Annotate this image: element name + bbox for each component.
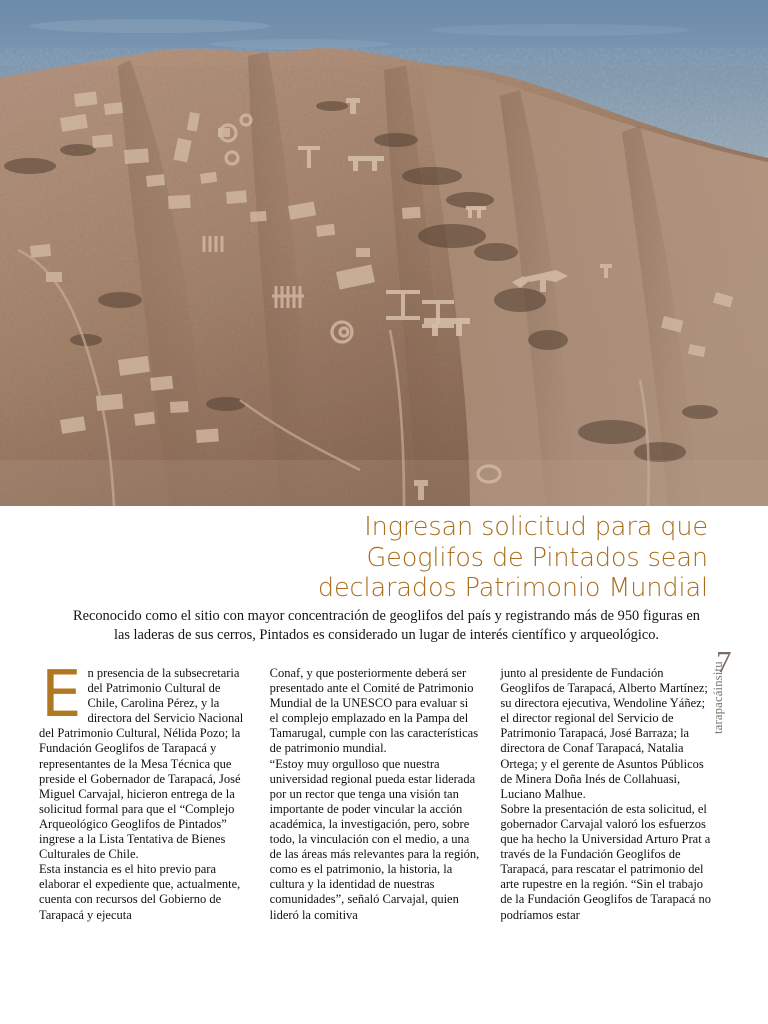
page-number: 7 <box>716 644 732 679</box>
masthead-vertical-label: tarapacáinsitu <box>711 661 725 734</box>
body-column-1-text-a: n presencia de la subsecretaria del Patrimonio Cultural de Chile, Carolina Pérez, y la directora del Servicio Nacional del Patrimonio Cultural, Nélida Pozo; la Fundación Geoglifos de Tarapacá y representantes de la Mesa Técnica que preside el Gobernador de Tarapacá, José Miguel Carvajal, hicieron entrega de la solicitud formal para que el “Complejo Arqueológico Geoglifos de Pintados” ingrese a la Lista Tentativa de Bienes Culturales de Chile. <box>39 666 244 862</box>
article-headline <box>60 512 708 604</box>
body-paragraph <box>39 658 250 862</box>
headline-line-1: Ingresan solicitud para que <box>364 512 708 542</box>
body-column-3 <box>500 666 711 956</box>
body-column-2 <box>270 666 481 956</box>
body-paragraph <box>270 757 481 923</box>
body-paragraph <box>39 862 250 922</box>
article-standfirst: Reconocido como el sitio con mayor concentración de geoglifos del país y registrando más de 950 figuras en las laderas de sus cerros, Pintados es considerado un lugar de interés científico y arqueológico. <box>72 608 700 644</box>
body-paragraph <box>270 666 481 757</box>
headline-line-2: Geoglifos de Pintados sean <box>366 542 708 573</box>
article-body-columns <box>39 658 711 956</box>
headline-line-3: declarados Patrimonio Mundial <box>317 573 708 603</box>
hero-photo-geoglifos <box>0 0 768 506</box>
drop-cap-letter: E <box>41 658 82 732</box>
body-column-2-text-a: Conaf, y que posteriormente deberá ser presentado ante el Comité de Patrimonio Mundial de la UNESCO para evaluar si el complejo emplazado en la Pampa del Tamarugal, cumple con las características de patrimonio mundial. <box>269 666 479 756</box>
body-paragraph <box>500 802 711 923</box>
body-paragraph <box>500 666 711 802</box>
body-column-1 <box>39 658 250 956</box>
body-column-3-text-a: junto al presidente de Fundación Geoglifos de Tarapacá, Alberto Martínez; su directora ejecutiva, Wendoline Yáñez; el director regional del Servicio de Patrimonio Tarapacá, José Barraza; la directora de Conaf Tarapacá, Natalia Ortega; y el gerente de Asuntos Públicos de Minera Doña Inés de Collahuasi, Luciano Malhue. <box>500 666 708 801</box>
body-column-2-text-b: “Estoy muy orgulloso que nuestra universidad regional pueda estar liderada por un rector que tenga una visión tan importante de poder vincular la acción académica, la investigación, pero, sobre todo, la vinculación con el medio, a una de las áreas más relevantes para la región, como es el patrimonio, la historia, la cultura y la identidad de nuestras comunidades”, señaló Carvajal, quien lideró la comitiva <box>269 756 480 922</box>
body-column-1-text-b: Esta instancia es el hito previo para elaborar el expediente que, actualmente, cuenta con recursos del Gobierno de Tarapacá y ejecuta <box>39 862 241 922</box>
body-column-3-text-b: Sobre la presentación de esta solicitud, el gobernador Carvajal valoró los esfuerzos que ha hecho la Universidad Arturo Prat a través de la Fundación Geoglifos de Tarapacá, para rescatar el patrimonio del arte rupestre en la región. “Sin el trabajo de la Fundación Geoglifos de Tarapacá no podríamos estar <box>500 801 711 922</box>
